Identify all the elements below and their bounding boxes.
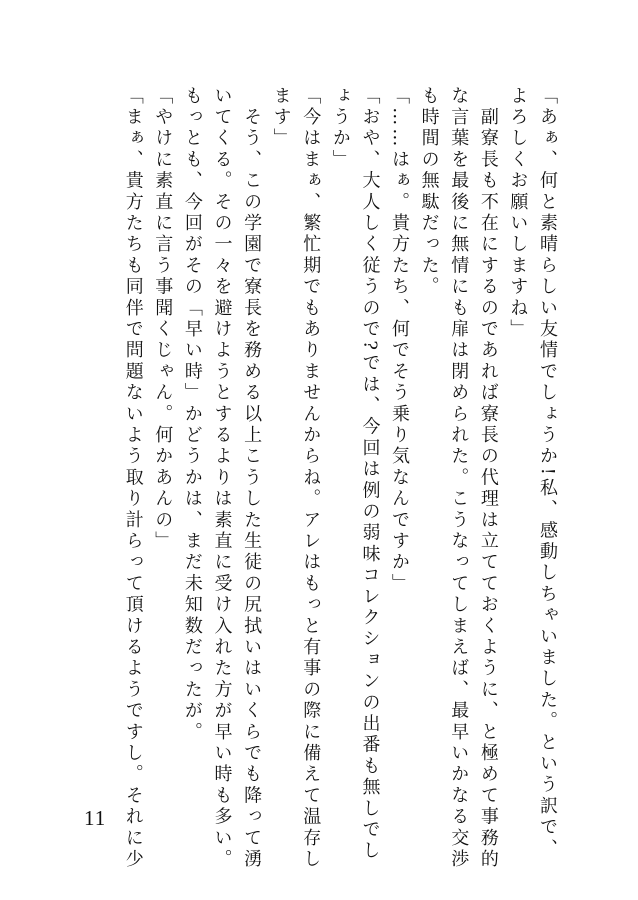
vertical-text-body xyxy=(118,86,562,871)
text-line: 「今はまぁ、繁忙期でもありませんからね。アレはもっと有事の際に備えて温存し xyxy=(300,86,322,871)
text-line: 「おや、大人しく従うので?では、今回は例の弱味コレクションの出番も無しでし xyxy=(359,86,381,863)
text-line: いてくる。その一々を避けようとするよりは素直に受け入れた方が早い時も多い。 xyxy=(211,86,233,871)
text-line: よろしくお願いしますね」 xyxy=(507,86,529,341)
text-line: 「……はぁ。貴方たち、何でそう乗り気なんですか」 xyxy=(389,86,411,595)
text-line: 副寮長も不在にするのであれば寮長の代理は立てておくように、と極めて事務的 xyxy=(477,86,499,871)
text-line: そう、この学園で寮長を務める以上こうした生徒の尻拭いはいくらでも降って湧 xyxy=(241,86,263,871)
text-line: 「やけに素直に言う事聞くじゃん。何かあんの」 xyxy=(152,86,174,553)
text-line: 「あぁ、何と素晴らしい友情でしょうか!私、感動しちゃいました。という訳で、 xyxy=(537,86,558,860)
text-line: ます」 xyxy=(270,86,292,150)
text-line: も時間の無駄だった。 xyxy=(418,86,440,298)
page-number: 11 xyxy=(84,806,107,830)
text-line: な言葉を最後に無情にも扉は閉められた。こうなってしまえば、最早いかなる交渉 xyxy=(448,86,470,871)
text-line: ょうか」 xyxy=(329,86,351,171)
text-line: もっとも、今回がその「早い時」かどうかは、まだ未知数だったが。 xyxy=(181,86,203,744)
text-line: 「まぁ、貴方たちも同伴で問題ないよう取り計らって頂けるようですし。それに少 xyxy=(122,86,144,871)
